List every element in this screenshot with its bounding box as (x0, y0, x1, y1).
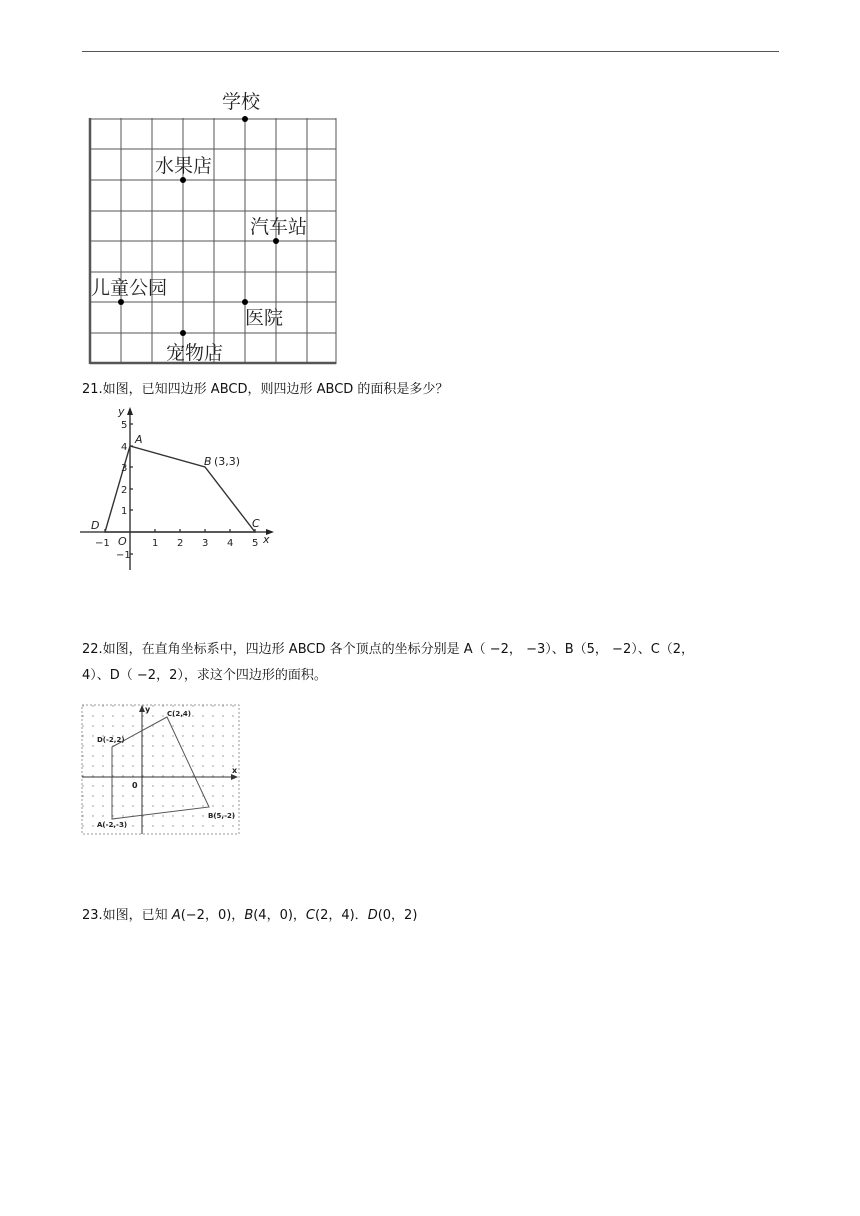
q21-origin-label: O (118, 535, 127, 548)
q23-point-b: B (244, 908, 254, 923)
q21-y-arrow (127, 407, 133, 415)
q21-y-tick: 4 (121, 442, 128, 453)
q22-x-label: x (232, 766, 238, 775)
school-label: 学校 (222, 91, 261, 113)
q21-x-tick: 2 (177, 538, 184, 549)
q22-text (82, 637, 782, 689)
q21-text: 21.如图，已知四边形 ABCD，则四边形 ABCD 的面积是多少？ (82, 382, 449, 397)
childrens-park-dot (118, 299, 124, 305)
q21-y-tick: 2 (121, 485, 128, 496)
fruit-store-label: 水果店 (155, 155, 213, 177)
q21-x-tick: 3 (202, 538, 209, 549)
q23-coord-c: (2，4)． (315, 908, 368, 923)
header-rule (82, 51, 779, 52)
q22-label-b: B(5,-2) (208, 812, 236, 820)
q22-text-line2: 4）、D（ −2，2），求这个四边形的面积。 (82, 668, 327, 683)
q21-y-tick: −1 (116, 550, 131, 561)
school-dot (242, 116, 248, 122)
q23-coord-b: (4，0)， (253, 908, 306, 923)
q21-x-tick: 5 (252, 538, 259, 549)
q22-label-a: A(-2,-3) (97, 821, 128, 829)
q21-y-label: y (118, 405, 125, 418)
q22-figure (80, 703, 242, 837)
q22-label-d: D(-2,2) (97, 736, 125, 744)
pet-store-dot (180, 330, 186, 336)
q21-label-b: B (204, 455, 212, 468)
q21-label-a: A (135, 433, 143, 446)
q21-label-d: D (91, 519, 100, 532)
q22-label-c: C(2,4) (167, 710, 191, 718)
bus-station-dot (273, 238, 279, 244)
q21-label-c: C (252, 517, 260, 530)
q23-prefix: 23.如图，已知 (82, 908, 172, 923)
q23-point-d: D (367, 908, 378, 923)
q21-figure (80, 405, 280, 577)
q21-x-tick: −1 (95, 538, 110, 549)
q22-text-line1: 22.如图，在直角坐标系中，四边形 ABCD 各个顶点的坐标分别是 A（ −2， −3）、B（5， −2）、C（2， (82, 642, 695, 657)
q22-origin-label: 0 (132, 781, 138, 790)
q23-point-a: A (171, 908, 181, 923)
q23-text (82, 903, 782, 929)
q21-x-tick: 4 (227, 538, 234, 549)
q21-y-tick: 5 (121, 420, 128, 431)
q23-coord-d: (0，2) (377, 908, 418, 923)
q21-x-tick: 1 (152, 538, 159, 549)
hospital-label: 医院 (245, 307, 284, 329)
q21-y-tick: 1 (121, 506, 128, 517)
map-figure (80, 88, 350, 370)
bus-station-label: 汽车站 (250, 216, 308, 238)
q21-label-b-coord: (3,3) (214, 455, 241, 468)
q21-x-label: x (263, 533, 270, 546)
q23-point-c: C (305, 908, 315, 923)
q21-y-tick: 3 (121, 463, 128, 474)
q23-coord-a: (−2，0)， (180, 908, 245, 923)
map-grid (90, 118, 336, 364)
q22-y-label: y (145, 705, 151, 714)
fruit-store-dot (180, 177, 186, 183)
hospital-dot (242, 299, 248, 305)
pet-store-label: 宠物店 (166, 342, 224, 364)
childrens-park-label: 儿童公园 (91, 277, 168, 299)
